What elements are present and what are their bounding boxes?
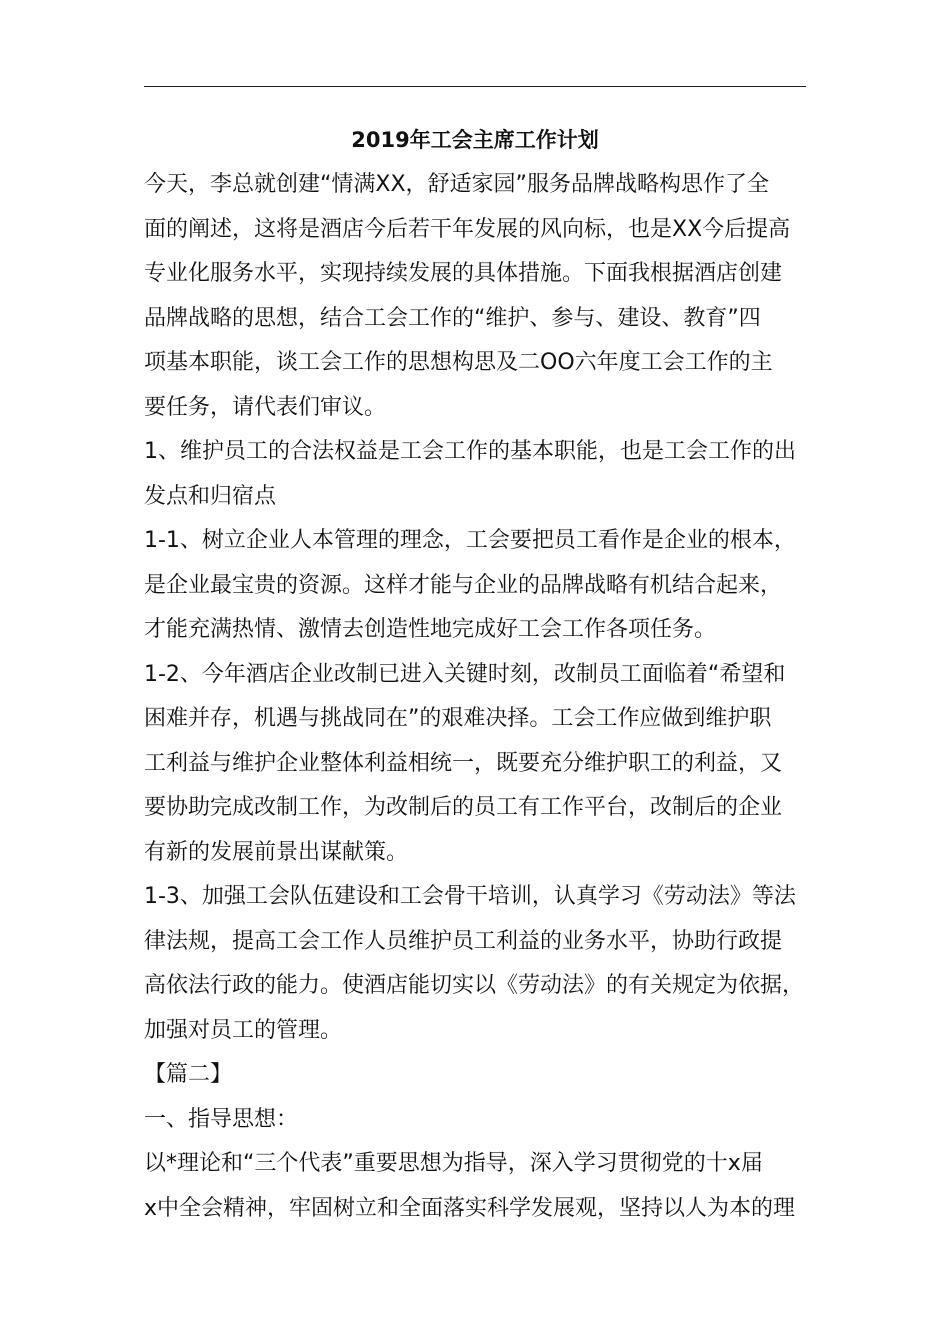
body-line: 面的阐述，这将是酒店今后若干年发展的风向标，也是XX今后提高 bbox=[144, 216, 791, 242]
document-title: 2019年工会主席工作计划 bbox=[351, 128, 599, 152]
body-line: 一、指导思想： bbox=[144, 1106, 299, 1132]
body-line: 以*理论和“三个代表”重要思想为指导，深入学习贯彻党的十x届 bbox=[144, 1151, 763, 1176]
body-line: 发点和归宿点 bbox=[144, 483, 277, 509]
body-line: 有新的发展前景出谋献策。 bbox=[144, 839, 409, 865]
body-line: 加强对员工的管理。 bbox=[144, 1017, 343, 1043]
body-line: 困难并存，机遇与挑战同在”的艰难决择。工会工作应做到维护职 bbox=[144, 706, 772, 731]
body-line: 工利益与维护企业整体利益相统一，既要充分维护职工的利益，又 bbox=[144, 750, 783, 776]
body-line: 1-2、今年酒店企业改制已进入关键时刻，改制员工面临着“希望和 bbox=[144, 661, 786, 687]
body-line: 【篇二】 bbox=[144, 1062, 233, 1087]
body-line: 品牌战略的思想，结合工会工作的“维护、参与、建设、教育”四 bbox=[144, 305, 761, 331]
body-line: 1-1、树立企业人本管理的理念，工会要把员工看作是企业的根本， bbox=[144, 528, 796, 553]
body-line: 1-3、加强工会队伍建设和工会骨干培训，认真学习《劳动法》等法 bbox=[144, 884, 796, 909]
body-line: 专业化服务水平，实现持续发展的具体措施。下面我根据酒店创建 bbox=[144, 261, 783, 286]
body-line: 今天，李总就创建“情满XX，舒适家园”服务品牌战略构思作了全 bbox=[144, 172, 769, 197]
body-line: 才能充满热情、激情去创造性地完成好工会工作各项任务。 bbox=[144, 617, 717, 642]
body-line: 高依法行政的能力。使酒店能切实以《劳动法》的有关规定为依据， bbox=[144, 973, 805, 998]
body-line: 是企业最宝贵的资源。这样才能与企业的品牌战略有机结合起来， bbox=[144, 572, 783, 598]
header-rule bbox=[144, 86, 806, 87]
body-line: 1、维护员工的合法权益是工会工作的基本职能，也是工会工作的出 bbox=[144, 439, 796, 464]
body-line: x中全会精神，牢固树立和全面落实科学发展观，坚持以人为本的理 bbox=[144, 1195, 796, 1221]
body-line: 要任务，请代表们审议。 bbox=[144, 394, 387, 420]
body-line: 要协助完成改制工作，为改制后的员工有工作平台，改制后的企业 bbox=[144, 795, 783, 820]
body-line: 项基本职能，谈工会工作的思想构思及二OO六年度工会工作的主 bbox=[144, 350, 773, 375]
body-line: 律法规，提高工会工作人员维护员工利益的业务水平，协助行政提 bbox=[144, 928, 783, 954]
